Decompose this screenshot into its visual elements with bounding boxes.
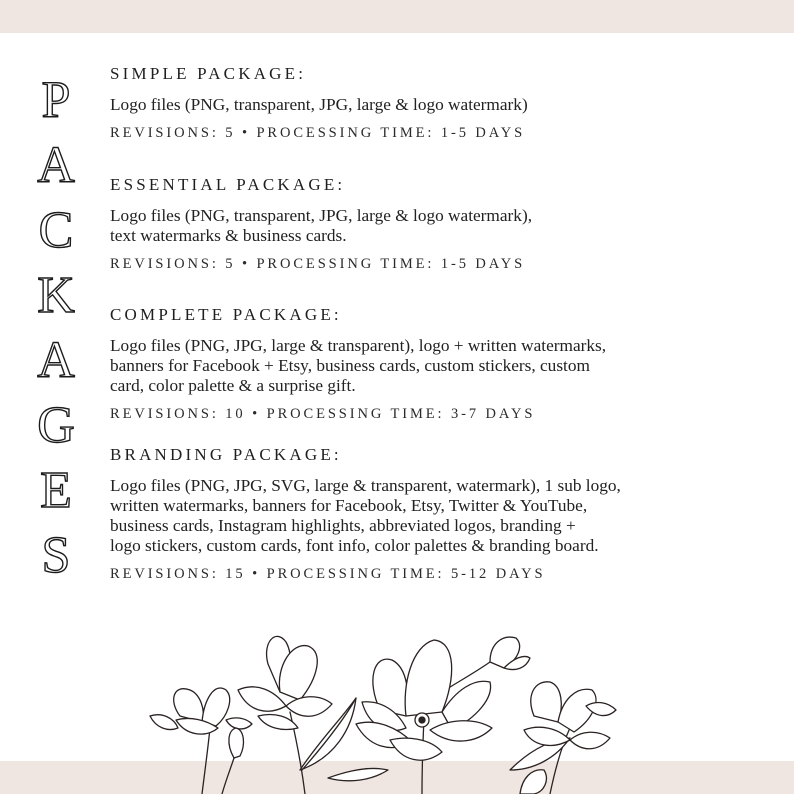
package-complete [110, 305, 606, 423]
title-letter: G [37, 397, 75, 454]
package-title: COMPLETE PACKAGE: [110, 305, 342, 324]
package-title: ESSENTIAL PACKAGE: [110, 175, 346, 194]
package-description [110, 476, 621, 556]
title-letter: E [40, 462, 72, 519]
package-description [110, 206, 532, 246]
magnolia-flowers-icon [130, 620, 630, 794]
title-letter: K [37, 267, 75, 324]
package-meta: REVISIONS: 5 • PROCESSING TIME: 1-5 DAYS [110, 256, 526, 272]
package-description [110, 95, 528, 115]
title-letter: P [41, 72, 71, 129]
description-line: banners for Facebook + Etsy, business cards, custom stickers, custom [110, 356, 590, 375]
title-letter: C [38, 202, 74, 259]
description-line: text watermarks & business cards. [110, 226, 347, 245]
package-meta: REVISIONS: 10 • PROCESSING TIME: 3-7 DAYS [110, 406, 536, 422]
package-branding [110, 445, 621, 583]
package-description [110, 336, 606, 396]
description-line: logo stickers, custom cards, font info, color palettes & branding board. [110, 536, 599, 555]
package-simple [110, 64, 528, 142]
description-line: Logo files (PNG, JPG, large & transparent), logo + written watermarks, [110, 336, 607, 355]
package-essential [110, 175, 532, 273]
package-meta: REVISIONS: 15 • PROCESSING TIME: 5-12 DAYS [110, 566, 546, 582]
package-title: SIMPLE PACKAGE: [110, 64, 307, 83]
description-line: Logo files (PNG, transparent, JPG, large & logo watermark), [110, 206, 533, 225]
title-letter: A [37, 137, 75, 194]
description-line: written watermarks, banners for Facebook, Etsy, Twitter & YouTube, [110, 496, 588, 515]
description-line: Logo files (PNG, transparent, JPG, large & logo watermark) [110, 95, 528, 114]
description-line: business cards, Instagram highlights, abbreviated logos, branding + [110, 516, 576, 535]
top-accent-band [0, 0, 794, 33]
description-line: card, color palette & a surprise gift. [110, 376, 356, 395]
title-letter: S [41, 527, 71, 584]
vertical-title-packages [34, 68, 78, 588]
description-line: Logo files (PNG, JPG, SVG, large & transparent, watermark), 1 sub logo, [110, 476, 621, 495]
package-meta: REVISIONS: 5 • PROCESSING TIME: 1-5 DAYS [110, 125, 526, 141]
package-title: BRANDING PACKAGE: [110, 445, 342, 464]
title-letter: A [37, 332, 75, 389]
